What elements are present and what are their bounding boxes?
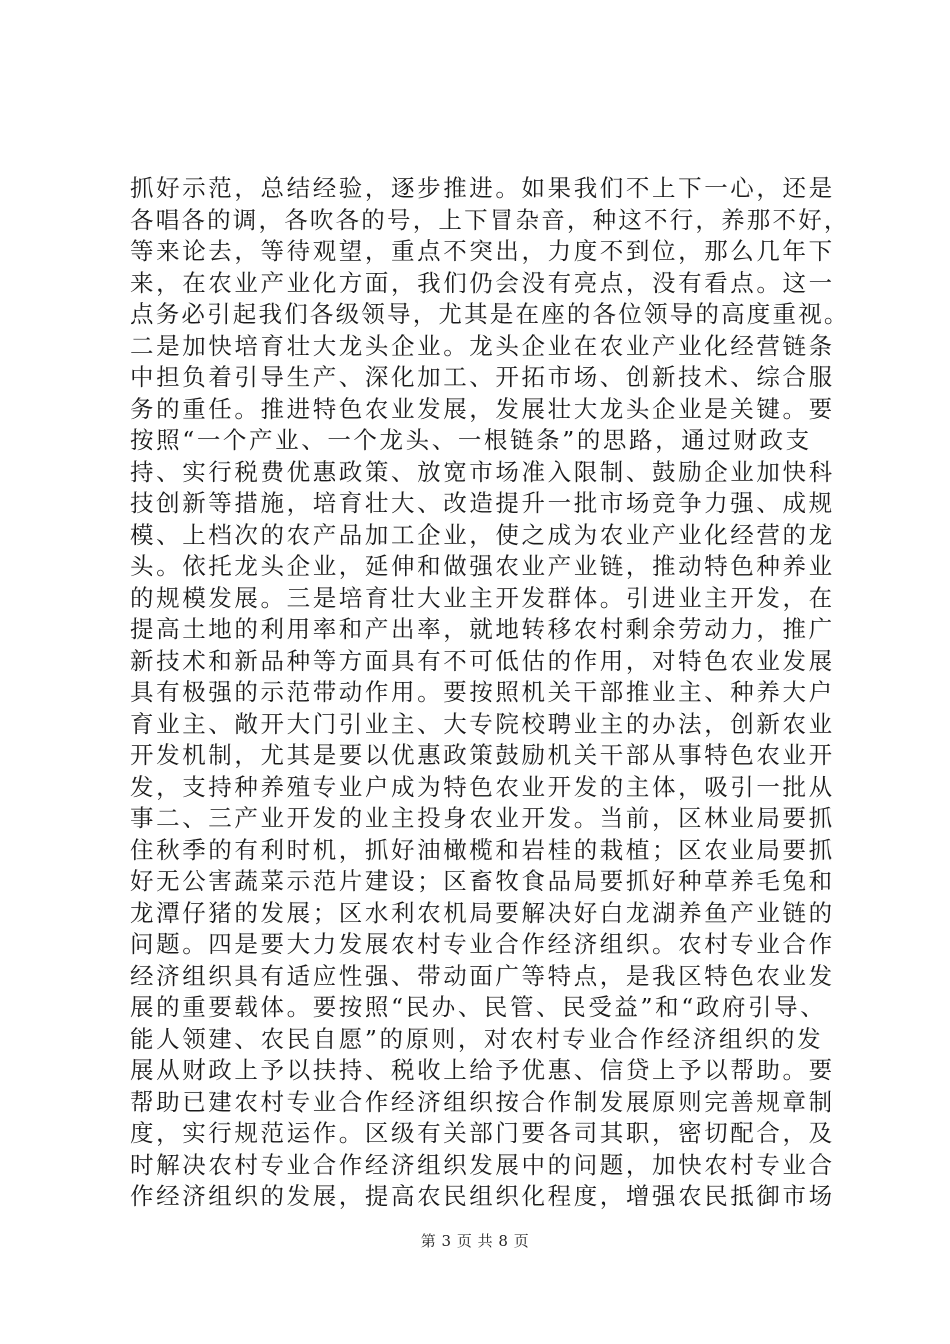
text-line: 的规模发展。三是培育壮大业主开发群体。引进业主开发，在 [130,583,835,612]
text-line: 按照“一个产业、一个龙头、一根链条”的思路，通过财政支 [130,426,812,454]
text-line: 技创新等措施，培育壮大、改造提升一批市场竞争力强、成规 [130,489,835,517]
text-line: 事二、三产业开发的业主投身农业开发。当前，区林业局要抓 [130,804,835,832]
text-line: 住秋季的有利时机，抓好油橄榄和岩桂的栽植；区农业局要抓 [130,835,835,864]
text-line: 作经济组织的发展，提高农民组织化程度，增强农民抵御市场 [130,1182,835,1210]
text-line: 展从财政上予以扶持、税收上给予优惠、信贷上予以帮助。要 [130,1056,835,1084]
text-line: 来，在农业产业化方面，我们仍会没有亮点，没有看点。这一 [130,268,835,297]
text-line: 问题。四是要大力发展农村专业合作经济组织。农村专业合作 [130,930,835,958]
text-line: 龙潭仔猪的发展；区水利农机局要解决好白龙湖养鱼产业链的 [130,898,835,927]
text-line: 开发机制，尤其是要以优惠政策鼓励机关干部从事特色农业开 [130,741,835,769]
text-line: 发，支持种养殖专业户成为特色农业开发的主体，吸引一批从 [130,772,835,801]
text-line: 二是加快培育壮大龙头企业。龙头企业在农业产业化经营链条 [130,331,835,360]
text-line: 经济组织具有适应性强、带动面广等特点，是我区特色农业发 [130,961,835,990]
text-line: 育业主、敞开大门引业主、大专院校聘业主的办法，创新农业 [130,709,835,738]
text-line: 度，实行规范运作。区级有关部门要各司其职，密切配合，及 [130,1119,835,1147]
text-line: 好无公害蔬菜示范片建设；区畜牧食品局要抓好种草养毛兔和 [130,867,835,895]
text-line: 等来论去，等待观望，重点不突出，力度不到位，那么几年下 [130,237,835,265]
text-line: 头。依托龙头企业，延伸和做强农业产业链，推动特色种养业 [130,552,835,580]
body-text [130,173,850,1213]
text-line: 务的重任。推进特色农业发展，发展壮大龙头企业是关键。要 [130,394,835,423]
page-number-footer: 第 3 页 共 8 页 [420,1232,530,1250]
text-line: 模、上档次的农产品加工企业，使之成为农业产业化经营的龙 [130,520,835,549]
text-line: 点务必引起我们各级领导，尤其是在座的各位领导的高度重视。 [130,300,850,328]
text-line: 抓好示范，总结经验，逐步推进。如果我们不上下一心，还是 [130,174,835,202]
text-line: 能人领建、农民自愿”的原则，对农村专业合作经济组织的发 [130,1024,824,1053]
text-line: 各唱各的调，各吹各的号，上下冒杂音，种这不行，养那不好， [130,205,850,234]
text-line: 展的重要载体。要按照“民办、民管、民受益”和“政府引导、 [130,993,827,1021]
text-line: 持、实行税费优惠政策、放宽市场准入限制、鼓励企业加快科 [130,457,835,486]
text-line: 时解决农村专业合作经济组织发展中的问题，加快农村专业合 [130,1150,835,1179]
text-line: 中担负着引导生产、深化加工、开拓市场、创新技术、综合服 [130,363,835,391]
text-line: 新技术和新品种等方面具有不可低估的作用，对特色农业发展 [130,646,835,675]
text-line: 具有极强的示范带动作用。要按照机关干部推业主、种养大户 [130,678,835,706]
text-line: 帮助已建农村专业合作经济组织按合作制发展原则完善规章制 [130,1087,835,1116]
text-line: 提高土地的利用率和产出率，就地转移农村剩余劳动力，推广 [130,615,835,643]
